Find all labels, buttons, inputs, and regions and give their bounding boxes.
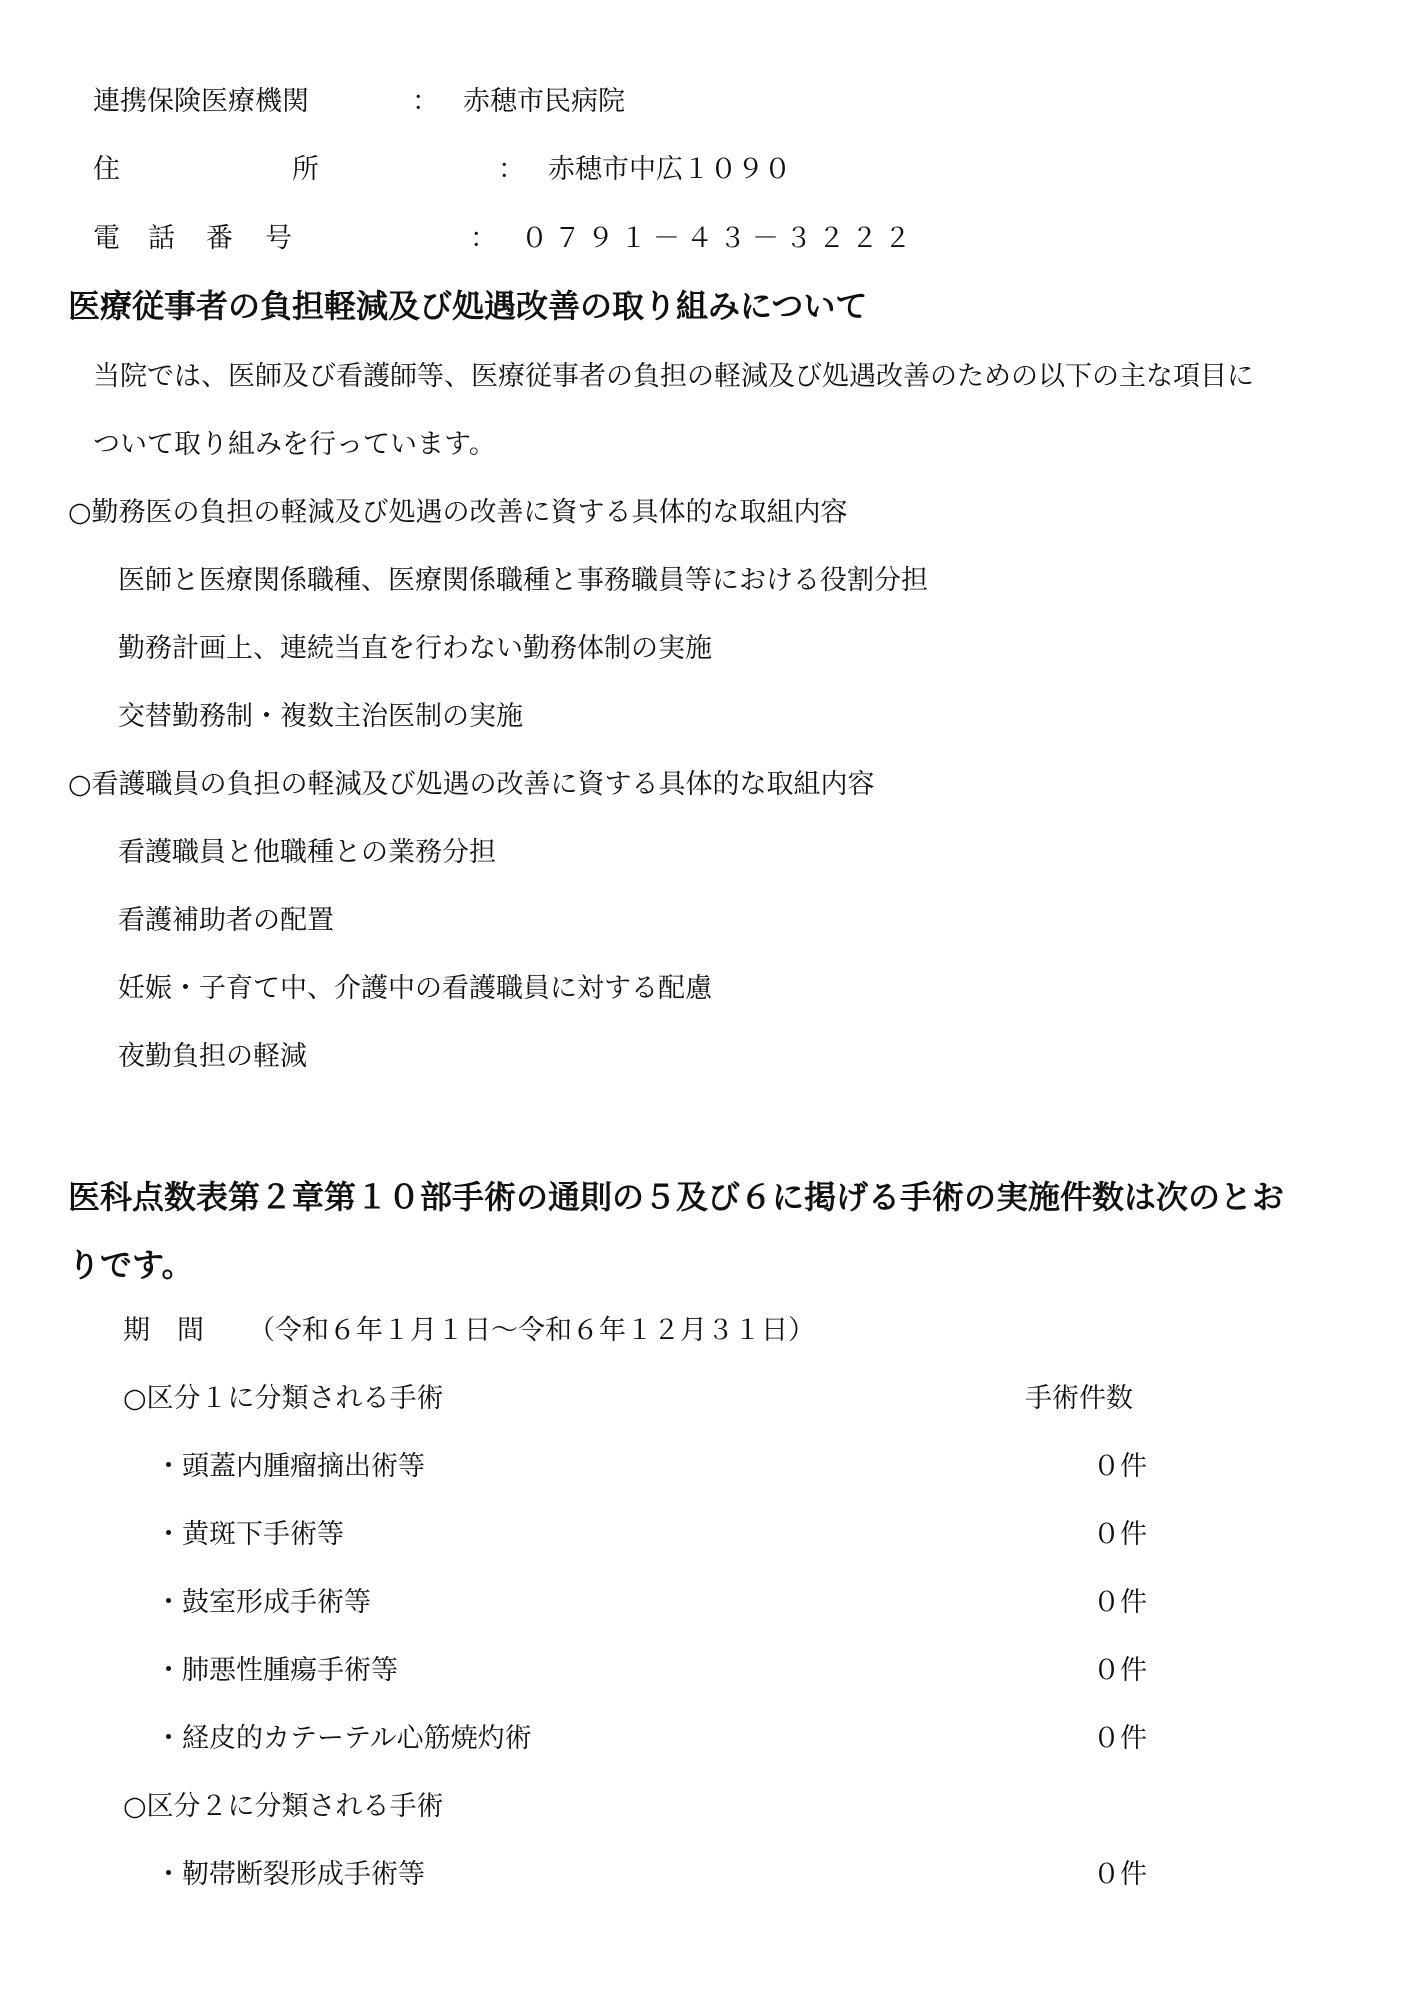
doctor-item: 勤務計画上、連続当直を行わない勤務体制の実施 [118,633,712,664]
burden-intro-line1: 当院では、医師及び看護師等、医療従事者の負担の軽減及び処遇改善のための以下の主な項目に [93,361,1254,392]
surgery-item-name: ・黄斑下手術等 [155,1519,344,1550]
phone-label-4: 号 [265,223,292,254]
phone-value: ０７９１－４３－３２２２ [521,223,917,254]
address-colon: ： [498,154,525,185]
phone-colon: ： [470,223,497,254]
surgery-heading-line1: 医科点数表第２章第１０部手術の通則の５及び６に掲げる手術の実施件数は次のとお [68,1178,1285,1216]
nurse-item: 妊娠・子育て中、介護中の看護職員に対する配慮 [118,973,712,1004]
period-label: 期 間 [123,1315,204,1346]
institution-label: 連携保険医療機関 [93,86,309,117]
address-value: 赤穂市中広１０９０ [548,154,791,185]
doctor-item: 交替勤務制・複数主治医制の実施 [118,701,523,732]
period-value: （令和６年１月１日～令和６年１２月３１日） [248,1315,815,1346]
burden-heading: 医療従事者の負担軽減及び処遇改善の取り組みについて [68,287,868,325]
surgery-item-name: ・靭帯断裂形成手術等 [155,1859,425,1890]
surgery-item-name: ・経皮的カテーテル心筋焼灼術 [155,1723,532,1754]
phone-label-2: 話 [148,223,175,254]
category1-heading: ○区分１に分類される手術 [123,1383,444,1414]
phone-label-1: 電 [93,223,120,254]
surgery-item-count: ０件 [1093,1519,1147,1550]
phone-label-3: 番 [206,223,233,254]
surgery-heading-line2: りです。 [68,1246,194,1284]
nurse-item: 夜勤負担の軽減 [118,1041,307,1072]
nurse-item: 看護職員と他職種との業務分担 [118,837,496,868]
category2-heading: ○区分２に分類される手術 [123,1791,444,1822]
institution-value: 赤穂市民病院 [463,86,625,117]
nurse-item: 看護補助者の配置 [118,905,334,936]
surgery-item-name: ・肺悪性腫瘍手術等 [155,1655,398,1686]
address-label-1: 住 [93,154,120,185]
address-label-2: 所 [292,154,319,185]
surgery-item-count: ０件 [1093,1587,1147,1618]
count-header: 手術件数 [1025,1383,1133,1414]
surgery-item-count: ０件 [1093,1723,1147,1754]
doctor-subheading: ○勤務医の負担の軽減及び処遇の改善に資する具体的な取組内容 [68,497,848,528]
doctor-item: 医師と医療関係職種、医療関係職種と事務職員等における役割分担 [118,565,928,596]
surgery-item-name: ・鼓室形成手術等 [155,1587,371,1618]
surgery-item-count: ０件 [1093,1655,1147,1686]
nurse-subheading: ○看護職員の負担の軽減及び処遇の改善に資する具体的な取組内容 [68,769,875,800]
burden-intro-line2: ついて取り組みを行っています。 [93,429,496,460]
institution-colon: ： [412,86,439,117]
surgery-item-count: ０件 [1093,1859,1147,1890]
surgery-item-count: ０件 [1093,1451,1147,1482]
surgery-item-name: ・頭蓋内腫瘤摘出術等 [155,1451,425,1482]
